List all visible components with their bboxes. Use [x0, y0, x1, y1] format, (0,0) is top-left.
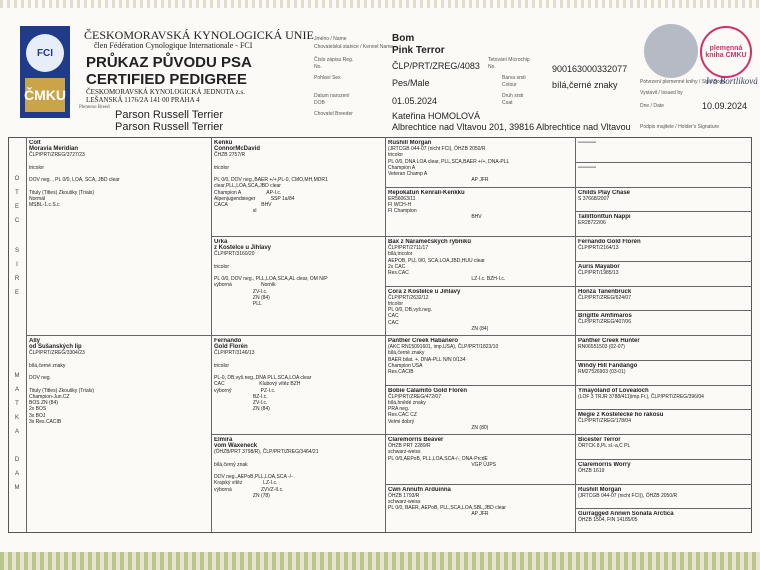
great-grandparent-info: BAER bilat. +, DNA-PLL N/N 0/134 [388, 356, 466, 363]
great-grandparent-info: Champion A [388, 164, 416, 171]
cmku-emblem: ČMKU [25, 78, 65, 112]
great-grandparent-reg: ER56063/11 [388, 195, 416, 202]
dam-title: 2x BOS [29, 406, 47, 413]
gg-grandparent-name: --------- [578, 140, 596, 146]
gg-grandparent-cell [578, 214, 749, 234]
row-divider [211, 236, 385, 237]
date-label: Dne / Date [640, 103, 664, 109]
microchip: 900163000332077 [552, 64, 628, 74]
dam-title: 3x Res.CACIB [29, 418, 62, 425]
microchip-label: Tetování Microchip No. [488, 57, 530, 70]
gg-grandparent-cell [578, 264, 749, 284]
grandparent-record: ZN (84) [214, 294, 270, 301]
grandparent-health: PL 0/0, DOV neg.,BAER +/+,PL-0, CMO,MH,MDR1 [214, 177, 328, 183]
great-grandparent-cell [388, 289, 572, 334]
dog-sex: Pes/Male [392, 78, 430, 88]
grandparent-colour: tricolor [214, 263, 230, 270]
great-grandparent-info: Veteran Champ A [388, 171, 428, 177]
dog-name: Bom [392, 33, 415, 44]
grandparent-reg: ČLP/PRT/3160/20 [214, 251, 255, 257]
grandparent-record: ZV-I.c. [214, 400, 268, 406]
issued-label: Vystavil / Issued by [640, 90, 683, 96]
great-grandparent-cell [388, 140, 572, 185]
gg-grandparent-reg: ČLP/PRT/1985/13 [578, 269, 619, 276]
gg-grandparent-cell [578, 140, 749, 160]
gg-grandparent-reg: ČLP/PRT/ZREG/407/06 [578, 319, 631, 326]
sire-reg: ČLP/PRT/ZREG/3727/23 [29, 152, 85, 158]
great-grandparent-info: bílá,tricolor [388, 251, 413, 258]
jednota: ČESKOMORAVSKÁ KYNOLOGICKÁ JEDNOTA z.s. [86, 88, 245, 96]
sex-label: Pohlaví Sex [314, 75, 341, 81]
row-divider [575, 360, 752, 361]
gg-grandparent-name: --------- [578, 164, 596, 171]
great-grandparent-tags: ZN (84) [388, 325, 489, 332]
great-grandparent-cell [388, 487, 572, 532]
dam-health: DOV neg. [29, 375, 51, 381]
row-divider [575, 459, 752, 460]
address: LEŠANSKÁ 1176/2A 141 00 PRAHA 4 [86, 96, 200, 104]
sire-health: DOV neg. , PL 0/0, LOA, SCA, JBD clear [29, 177, 120, 183]
gg-grandparent-reg: RM27526903 (03-01) [578, 368, 626, 375]
gg-grandparent-reg: (LOF 3 TRJR 3788/411)imp.Fr.), ČLP/PRT/ZREG/396/04 [578, 393, 704, 400]
great-grandparent-reg: (AKC RN15091601, imp.USA), ČLP/PRT/1823/10 [388, 344, 499, 350]
gg-grandparent-name: Gurragged Annwn Sonata Arctica [578, 511, 674, 518]
dam-title: 3x BOJ [29, 412, 46, 419]
gg-grandparent-name: Childs Play Chase [578, 189, 631, 196]
studbook-stamp: plemenná kniha ČMKU [700, 26, 752, 78]
gg-grandparent-reg: RN06551503 (02-07) [578, 344, 625, 350]
row-divider [385, 434, 575, 435]
sire-colour: tricolor [29, 164, 45, 171]
dam-title: Champion-Jun.CZ [29, 393, 70, 400]
great-grandparent-info: schwarz-weiss [388, 498, 421, 505]
grandparent-record: sl [214, 208, 257, 215]
grandparent-health: PL-0, DB,vyš.neg.,DNA PLL,SCA,LOA clear [214, 375, 312, 381]
grandparent-record: ZV-I.c. [214, 288, 268, 295]
sire-exam: Normál [29, 195, 46, 202]
grandparent-cell [214, 338, 382, 432]
gg-grandparent-reg: ČLP/PRT/ZREG/178/04 [578, 418, 631, 425]
row-divider [575, 162, 752, 163]
gg-grandparent-name: Rushill Morgan [578, 486, 622, 493]
gg-grandparent-name: Auris Mayabor [578, 263, 620, 270]
grandparent-health: DOV neg.,AEPoB,PLL,LOA,SCA -/- [214, 474, 293, 480]
row-divider [385, 335, 575, 336]
dam-reg: ČLP/PRT/ZREG/3304/23 [29, 350, 85, 356]
grandparent-cell [214, 437, 382, 531]
gg-grandparent-reg: ČLP/PRT/2164/13 [578, 245, 619, 251]
gg-grandparent-name: Windy Hill Fandango [578, 362, 638, 369]
breeder-name: Kateřina HOMOLOVÁ [392, 111, 481, 121]
gg-grandparent-name: Bicester Terror [578, 437, 621, 443]
grandparent-colour: bílá,černý znak [214, 461, 248, 468]
sire-titles-label: Tituly (Titles) Zkoušky (Trials) [29, 189, 94, 196]
row-divider [575, 409, 752, 410]
great-grandparent-info: Res.CAC CZ [388, 412, 417, 419]
grandparent-record: ZN (78) [214, 492, 270, 499]
great-grandparent-tags: AP JFR [388, 511, 489, 518]
cmku-fci-logo [20, 26, 70, 118]
row-divider [575, 236, 752, 237]
dog-colour: bílá,černé znaky [552, 80, 618, 90]
great-grandparent-info: PL 0/0, BAER, AEPoB, PLL,SCA,LOA,SBL,JBD clear [388, 505, 506, 511]
grandparent-colour: tricolor [214, 164, 230, 171]
great-grandparent-reg: ÖHZB PRT 2289/R [388, 443, 431, 449]
gg-grandparent-cell [578, 511, 749, 531]
great-grandparent-reg: (JRTCGB 044-07 (nicht FCI), ÖHZB 2050/R [388, 146, 486, 152]
row-divider [575, 335, 752, 336]
grandparent-name: Fernando [214, 338, 242, 344]
gg-grandparent-name: Honza Tanenbruck [578, 288, 632, 295]
sire-kennel: Moravia Meridian [29, 146, 79, 152]
grandparent-health: clear,PLL,LOA,SCA,JBD clear [214, 183, 281, 190]
great-grandparent-info: tricolor [388, 152, 404, 159]
great-grandparent-cell [388, 190, 572, 235]
great-grandparent-info: Res.CACIB [388, 369, 414, 375]
gg-grandparent-reg: ÖHZB 1504, FIN 14185/05 [578, 517, 638, 524]
great-grandparent-tags: ZN (80) [388, 424, 489, 431]
row-divider [575, 310, 752, 311]
great-grandparent-tags: BHV [388, 214, 482, 221]
dog-kennel: Pink Terror [392, 45, 445, 56]
row-divider [385, 385, 575, 386]
great-grandparent-info: 2x CAC [388, 263, 406, 270]
name-label: Jméno / Name [314, 36, 347, 42]
dam-kennel: od Sušanských lip [29, 344, 82, 350]
grandparent-colour: tricolor [214, 362, 230, 369]
great-grandparent-tags: VGP ÜJPS [388, 461, 496, 468]
gg-grandparent-cell [578, 487, 749, 507]
great-grandparent-cell [388, 239, 572, 284]
perforation-bottom [0, 552, 760, 570]
gg-grandparent-name: Tallittonttun Nappi [578, 214, 631, 221]
great-grandparent-info: CAC [388, 313, 399, 320]
row-divider [575, 187, 752, 188]
grandparent-record: Alpenjugendsieger SSP 1a/84 [214, 195, 295, 202]
great-grandparent-tags: AP JFR [388, 177, 489, 184]
gg-grandparent-reg: ÖHZB 1619 [578, 467, 605, 474]
grandparent-record: Champion A AP-I.c. [214, 189, 282, 196]
great-grandparent-name: Bobie Calamito Gold Florén [388, 387, 468, 394]
gg-grandparent-cell [578, 363, 749, 383]
great-grandparent-info: FI Champion [388, 208, 417, 214]
dog-dob: 01.05.2024 [392, 96, 438, 106]
grandparent-record: CAC Klubový vítěz BZH [214, 381, 301, 388]
great-grandparent-info: tricolor [388, 300, 404, 307]
great-grandparent-name: Claremorris Beaver [388, 437, 444, 443]
sire-cell [29, 140, 208, 333]
great-grandparent-info: Velmi dobrý [388, 418, 415, 425]
grandparent-kennel: ConnorMcDavid [214, 146, 261, 152]
org-name: ČESKOMORAVSKÁ KYNOLOGICKÁ UNIE [84, 28, 314, 42]
grandparent-record: CACA BHV [214, 202, 272, 208]
row-divider [385, 286, 575, 287]
breed-cz: Parson Russell Terrier [115, 109, 224, 121]
row-divider [575, 434, 752, 435]
gg-grandparent-name: Claremorris Worry [578, 461, 631, 468]
row-divider [211, 434, 385, 435]
row-divider [575, 211, 752, 212]
hologram-seal [644, 24, 698, 78]
great-grandparent-info: Champion USA [388, 362, 423, 369]
sire-label: S I R E [14, 248, 20, 296]
breed-en: Parson Russell Terrier [115, 121, 224, 133]
gg-grandparent-cell [578, 462, 749, 482]
studbook-label: Potvrzení plemenné knihy / Stud Book [640, 79, 725, 85]
colour-label: Barva srsti Colour [502, 75, 526, 88]
grandparent-kennel: z Kostelce u Jihlavy [214, 245, 272, 251]
row-divider [385, 484, 575, 485]
perforation-top [0, 0, 760, 8]
grandparent-name: Urka [214, 239, 228, 245]
row-divider [575, 508, 752, 509]
breeder-address: Albrechtice nad Vltavou 201, 39816 Albrechtice nad Vltavou [392, 122, 631, 132]
gg-grandparent-cell [578, 190, 749, 210]
great-grandparent-name: Cwn Annufn Arduinna [388, 486, 451, 493]
great-grandparent-name: Rushill Morgan [388, 140, 432, 146]
great-grandparent-name: Cora z Kostelce u Jihlavy [388, 288, 461, 295]
title-en: CERTIFIED PEDIGREE [86, 71, 247, 88]
great-grandparent-info: schwarz-weiss [388, 449, 421, 456]
great-grandparent-info: CAC [388, 319, 399, 326]
grandparent-record: ZN (84) [214, 406, 270, 413]
gg-grandparent-cell [578, 388, 749, 408]
issued-by: Iva Bortlíková [706, 76, 758, 86]
row-divider [575, 385, 752, 386]
row-divider [575, 286, 752, 287]
dam-name: Ally [29, 338, 41, 344]
great-grandparent-cell [388, 388, 572, 433]
gg-grandparent-cell [578, 289, 749, 309]
great-grandparent-cell [388, 437, 572, 482]
sire-name: Colt [29, 140, 41, 146]
dam-cell [29, 338, 208, 531]
title-cz: PRŮKAZ PŮVODU PSA [86, 54, 252, 71]
grandparent-health: PL 0/0, DOV neg., PLL,LOA,SCA,AL clear, OM N/P [214, 276, 328, 282]
dam-title: BOS ZN (84) [29, 400, 58, 406]
great-grandparent-name: Panther Creek Habanero [388, 338, 459, 344]
gg-grandparent-name: Brigitte Amfimaros [578, 313, 632, 320]
great-grandparent-info: AEPOB, PLL 0/0, SCA,LOA,JBD,HUU clear [388, 257, 485, 264]
dob-label: Datum narození DOB [314, 93, 350, 106]
great-grandparent-tags: LZ-I.c. BZH-I.c. [388, 276, 506, 283]
great-grandparent-info: Res.CAC [388, 270, 409, 276]
breeder-label: Chovatel Breeder [314, 111, 353, 117]
gg-grandparent-cell [578, 165, 749, 185]
fci-emblem: FCI [26, 34, 64, 72]
matka-label: M A T K A [14, 373, 20, 435]
grandparent-record: výborná Norník [214, 282, 276, 289]
gg-grandparent-reg: ČLP/PRT/ZREG/624/07 [578, 294, 631, 301]
gg-grandparent-reg: (JRTCGB 044-07 (nicht FCI)), ÖHZB 2050/R [578, 492, 678, 499]
grandparent-record: BZ-I.c. [214, 393, 268, 400]
gg-grandparent-cell [578, 338, 749, 358]
grandparent-record: Krajský vítěz LZ-I.c. [214, 480, 278, 487]
gg-grandparent-reg: S 37668/2007 [578, 195, 610, 202]
sire-exam: MSBL-1.c.S.c [29, 202, 60, 208]
great-grandparent-name: Bax z Náramečských rybníků [388, 239, 472, 245]
row-divider [575, 261, 752, 262]
row-divider [26, 335, 211, 336]
great-grandparent-reg: ČLP/PRT/2632/12 [388, 294, 429, 301]
great-grandparent-info: PRA neg. [388, 406, 410, 412]
great-grandparent-reg: ČLP/PRT/ZREG/472/07 [388, 393, 441, 400]
great-grandparent-reg: ÖHZB 1793/R [388, 492, 420, 499]
row-divider [385, 236, 575, 237]
gg-grandparent-name: Fernando Gold Florén [578, 239, 641, 245]
gg-grandparent-name: Megie z Kostelecké ho rákosu [578, 412, 664, 419]
grandparent-record: výborná ZVVZ-II.c. [214, 486, 284, 493]
dam-titles-label: Tituly (Titles) Zkoušky (Trials) [29, 387, 94, 394]
gg-grandparent-cell [578, 239, 749, 259]
row-divider [385, 187, 575, 188]
row-divider [575, 484, 752, 485]
grandparent-cell [214, 140, 382, 234]
gg-grandparent-reg: ER28722/06 [578, 220, 606, 227]
gg-grandparent-name: Panther Creek Hunter [578, 338, 640, 344]
grandparent-cell [214, 239, 382, 333]
coat-label: Druh srsti Coat [502, 93, 524, 106]
grandparent-reg: ČLP/PRT/3146/13 [214, 350, 255, 356]
great-grandparent-info: bílá,černé znaky [388, 350, 425, 357]
grandparent-record: PLL [214, 301, 262, 307]
kennel-label: Chovatelská stanice / Kennel Name [314, 44, 394, 50]
grandparent-name: Elmira [214, 437, 233, 443]
grandparent-record: výborný PZ-I.c. [214, 387, 276, 394]
gg-grandparent-reg: ÖRTCK 8,PL sl.-a,C PL [578, 443, 631, 449]
great-grandparent-info: PL 0/0,AEPoB, PLL,LOA,SCA-/-, DNA-PrcdE [388, 455, 488, 462]
dam-label: D A M [14, 457, 20, 491]
issue-date: 10.09.2024 [702, 101, 748, 111]
grandparent-reg: (ÖHZB/PRT 3798/R), ČLP/PRT/ZREG/3464/21 [214, 449, 319, 455]
signature-label: Podpis majitele / Holder's Signature [640, 124, 720, 130]
breed-label: Plemeno Breed [79, 105, 110, 110]
great-grandparent-info: PL 0/0, DB,vyš.neg. [388, 307, 433, 313]
dog-reg: ČLP/PRT/ZREG/4083 [392, 61, 480, 71]
gg-grandparent-cell [578, 412, 749, 432]
great-grandparent-name: Repokatun Kenrali-Kenkku [388, 189, 465, 196]
reg-label: Číslo zápisu Reg. No. [314, 57, 354, 70]
great-grandparent-info: FI WCH-H [388, 201, 412, 208]
gg-grandparent-cell [578, 437, 749, 457]
row-divider [211, 335, 385, 336]
great-grandparent-cell [388, 338, 572, 383]
dam-colour: bílá,černé znaky [29, 362, 66, 369]
great-grandparent-reg: ČLP/PRT/2711/17 [388, 245, 429, 251]
gg-grandparent-name: Ymayoland of Lovealoch [578, 387, 649, 394]
grandparent-kennel: Gold Florén [214, 344, 248, 350]
great-grandparent-info: PL 0/0, DNA LOA clear, PLL,SCA,BAER +/+, DNA-PLL [388, 158, 510, 165]
org-fci: člen Fédération Cynologique Internationale - FCI [94, 41, 253, 50]
grandparent-kennel: vom Waxeneck [214, 443, 258, 449]
gg-grandparent-cell [578, 313, 749, 333]
otec-label: O T E C [14, 176, 20, 224]
grandparent-name: Kenku [214, 140, 233, 146]
grandparent-reg: ČHZB 2757/R [214, 152, 246, 158]
great-grandparent-info: bílá,hnědé znaky [388, 399, 426, 406]
